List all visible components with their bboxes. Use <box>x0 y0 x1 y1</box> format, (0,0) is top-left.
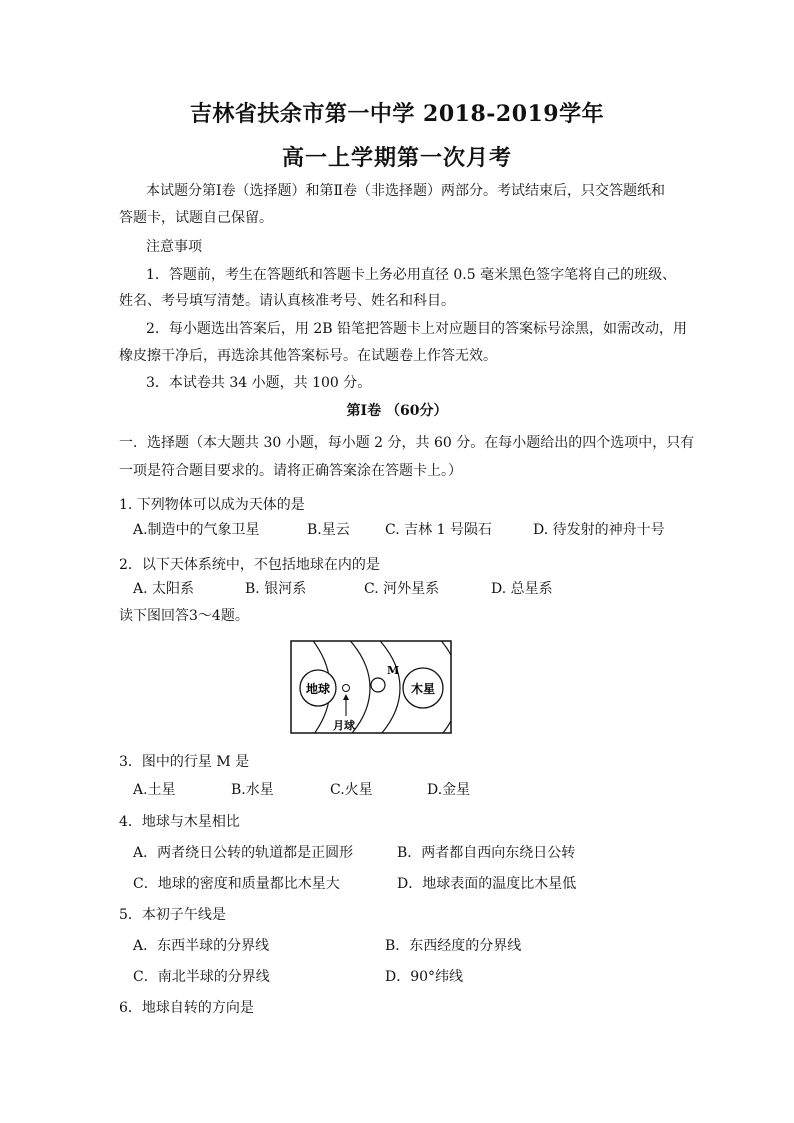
note-1-line-2: 姓名、考号填写清楚。请认真核准考号、姓名和科目。 <box>119 293 455 309</box>
note-2-line-1: 2．每小题选出答案后，用 2B 铅笔把答题卡上对应题目的答案标号涂黑，如需改动，用 <box>146 321 688 337</box>
question-2-option-c: C. 河外星系 <box>364 581 440 597</box>
question-4-option-c: C．地球的密度和质量都比木星大 <box>133 876 340 892</box>
planet-m-label: M <box>387 664 400 677</box>
read-figure-instruction: 读下图回答3～4题。 <box>119 608 249 624</box>
note-2-line-2: 橡皮擦干净后，再选涂其他答案标号。在试题卷上作答无效。 <box>119 348 497 364</box>
title-line-2: 高一上学期第一次月考 <box>281 145 512 171</box>
question-1-option-c: C. 吉林 1 号陨石 <box>385 522 492 538</box>
question-5-stem: 5．本初子午线是 <box>119 907 226 923</box>
note-3: 3．本试卷共 34 小题，共 100 分。 <box>146 375 372 391</box>
question-4-option-b: B．两者都自西向东绕日公转 <box>397 845 576 861</box>
question-2-option-b: B. 银河系 <box>245 581 307 597</box>
intro-line-2: 答题卡，试题自己保留。 <box>119 210 273 226</box>
notes-title: 注意事项 <box>146 239 202 255</box>
question-5-option-b: B．东西经度的分界线 <box>385 938 522 954</box>
question-4-option-a: A．两者绕日公转的轨道都是正圆形 <box>133 845 354 861</box>
question-3-option-a: A.土星 <box>133 782 176 798</box>
question-4-option-d: D．地球表面的温度比木星低 <box>397 876 577 892</box>
solar-system-diagram <box>290 640 452 734</box>
question-1-option-d: D. 待发射的神舟十号 <box>533 522 665 538</box>
title-line-1: 吉林省扶余市第一中学 2018-2019学年 <box>189 101 605 127</box>
intro-line-1: 本试题分第Ⅰ卷（选择题）和第Ⅱ卷（非选择题）两部分。考试结束后，只交答题纸和 <box>146 183 666 199</box>
question-3-option-c: C.火星 <box>330 782 373 798</box>
question-1-option-a: A.制造中的气象卫星 <box>133 522 260 538</box>
question-6-stem: 6．地球自转的方向是 <box>119 1000 254 1016</box>
question-1-option-b: B.星云 <box>307 522 350 538</box>
solar-system-svg <box>290 640 452 734</box>
section-1-heading: 第Ⅰ卷 （60分） <box>346 403 448 419</box>
question-2-stem: 2．以下天体系统中，不包括地球在内的是 <box>119 557 380 573</box>
question-3-option-b: B.水星 <box>231 782 274 798</box>
earth-label: 地球 <box>305 682 331 696</box>
note-1-line-1: 1．答题前，考生在答题纸和答题卡上务必用直径 0.5 毫米黑色签字笔将自己的班级、 <box>146 267 677 283</box>
question-1-stem: 1. 下列物体可以成为天体的是 <box>119 497 305 513</box>
question-2-option-a: A. 太阳系 <box>133 581 195 597</box>
question-5-option-c: C．南北半球的分界线 <box>133 969 270 985</box>
section-1-instructions-line-1: 一．选择题（本大题共 30 小题，每小题 2 分，共 60 分。在每小题给出的四个选项中，只有 <box>119 435 695 451</box>
question-5-option-a: A．东西半球的分界线 <box>133 938 270 954</box>
moon-label: 月球 <box>333 719 355 732</box>
question-2-option-d: D. 总星系 <box>491 581 553 597</box>
question-3-stem: 3．图中的行星 M 是 <box>119 754 250 770</box>
section-1-instructions-line-2: 一项是符合题目要求的。请将正确答案涂在答题卡上。） <box>119 463 462 479</box>
question-3-option-d: D.金星 <box>427 782 471 798</box>
question-5-option-d: D．90°纬线 <box>385 969 464 985</box>
moon-circle <box>343 685 350 692</box>
planet-m-circle <box>371 678 385 692</box>
jupiter-label: 木星 <box>410 682 436 696</box>
question-4-stem: 4．地球与木星相比 <box>119 814 240 830</box>
